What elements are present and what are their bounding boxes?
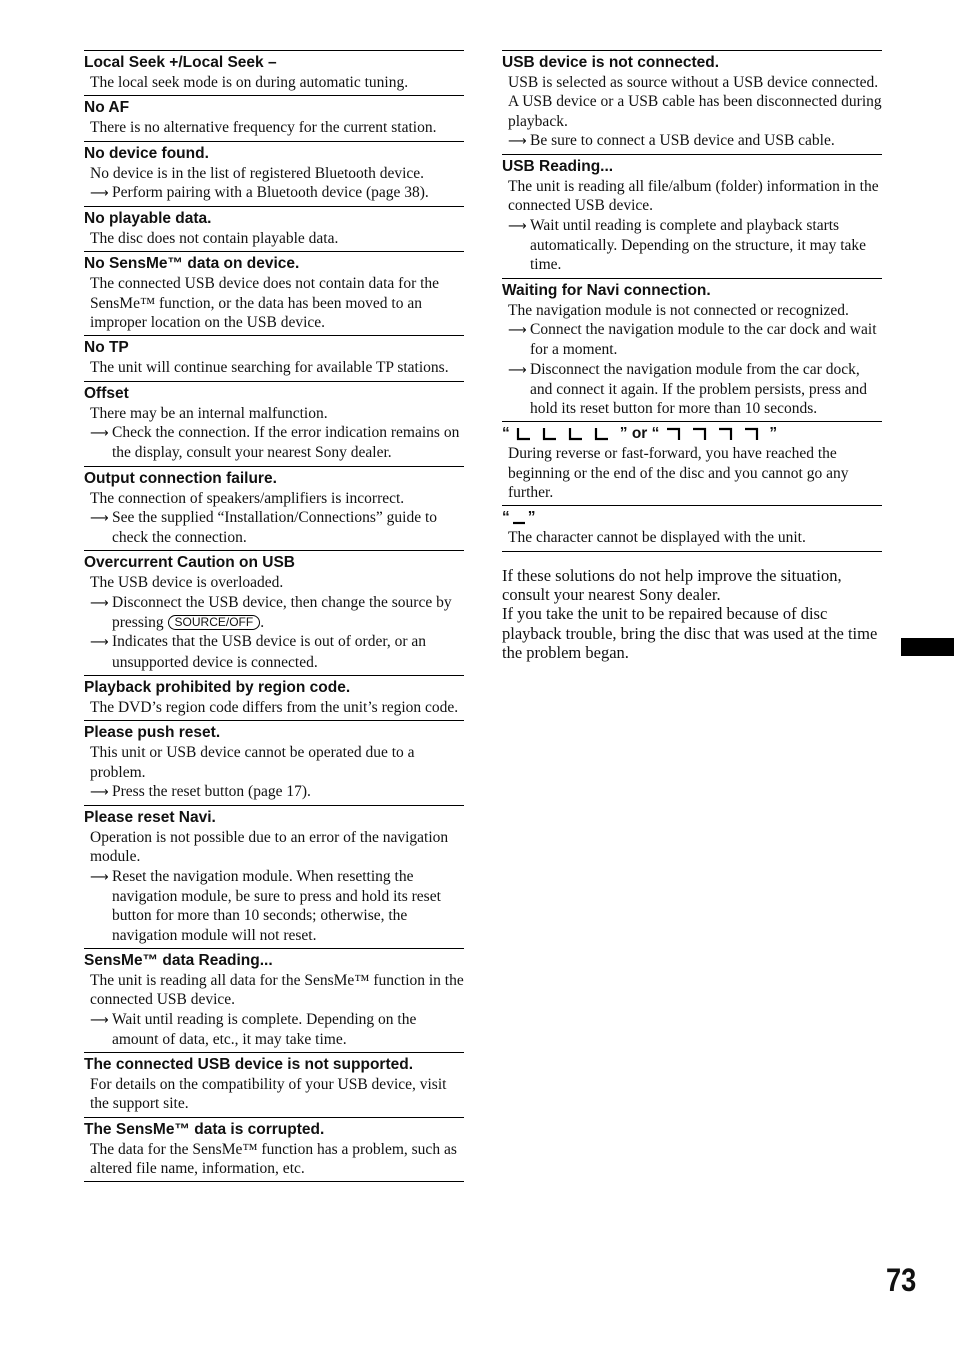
- entry-overcurrent-caution: [84, 550, 464, 674]
- entry-no-playable-data: [84, 206, 464, 251]
- entry-no-af: [84, 95, 464, 140]
- entry-action: ⟶ Wait until reading is complete. Depending on the amount of data, etc., it may take time.: [90, 1010, 417, 1048]
- entry-playback-prohibited: [84, 675, 464, 720]
- segment-top-corners-icon: [664, 427, 764, 441]
- entry-action: ⟶ Perform pairing with a Bluetooth device (page 38).: [84, 183, 464, 203]
- entry-title: Local Seek +/Local Seek –: [84, 54, 277, 71]
- entry-usb-reading: [502, 154, 882, 277]
- arrow-right-icon: ⟶: [90, 784, 109, 800]
- arrow-right-icon: ⟶: [508, 133, 527, 149]
- entry-title: No SensMe™ data on device.: [84, 255, 300, 273]
- source-off-button-label: SOURCE/OFF: [168, 615, 261, 630]
- entry-description: The unit is reading all file/album (folder) information in the connected USB device.: [508, 178, 879, 215]
- entry-description: The local seek mode is on during automatic tuning.: [90, 74, 409, 91]
- entry-description: The DVD’s region code differs from the unit’s region code.: [90, 698, 459, 716]
- closing-paragraph: If you take the unit to be repaired because of disc playback trouble, bring the disc that was used at the time the problem began.: [502, 604, 878, 663]
- entry-title: The SensMe™ data is corrupted.: [84, 1120, 325, 1138]
- entry-no-sensme-data: [84, 251, 464, 335]
- entry-title: Offset: [84, 384, 129, 402]
- entry-description: This unit or USB device cannot be operated due to a problem.: [90, 744, 415, 781]
- arrow-right-icon: ⟶: [90, 1012, 109, 1028]
- entry-action: ⟶ Connect the navigation module to the car dock and wait for a moment.: [508, 320, 877, 359]
- entry-description: For details on the compatibility of your USB device, visit the support site.: [90, 1076, 447, 1113]
- entry-action: ⟶ Check the connection. If the error indication remains on the display, consult your nearest Sony dealer.: [90, 423, 460, 462]
- entry-description: The disc does not contain playable data.: [90, 230, 339, 248]
- entry-description: The character cannot be displayed with the unit.: [508, 529, 806, 547]
- entry-action: ⟶ Disconnect the navigation module from the car dock, and connect it again. If the problem persists, press and hold its reset button for more than 10 seconds.: [508, 360, 868, 418]
- entry-title: USB device is not connected.: [502, 54, 720, 71]
- entry-usb-not-connected: [502, 50, 882, 154]
- entry-title: Please reset Navi.: [84, 809, 216, 827]
- left-column: [84, 50, 464, 1182]
- entry-title: Playback prohibited by region code.: [84, 678, 351, 696]
- entry-title: The connected USB device is not supported.: [84, 1056, 413, 1074]
- arrow-right-icon: ⟶: [508, 322, 527, 338]
- entry-description: The data for the SensMe™ function has a problem, such as altered file name, information, etc.: [90, 1140, 457, 1177]
- segment-underscore-icon: [512, 511, 526, 525]
- entry-description: No device is in the list of registered Bluetooth device.: [90, 164, 425, 182]
- entry-action: ⟶ Indicates that the USB device is out of order, or an unsupported device is connected.: [90, 633, 427, 671]
- entry-action: ⟶ Press the reset button (page 17).: [84, 782, 464, 802]
- entry-title: “ ”: [502, 509, 536, 527]
- entry-title: No device found.: [84, 144, 209, 162]
- entry-no-tp: [84, 335, 464, 380]
- entry-description: During reverse or fast-forward, you have reached the beginning or the end of the disc and you cannot go any further.: [508, 445, 849, 502]
- page-number: 73: [886, 1262, 917, 1298]
- arrow-right-icon: ⟶: [508, 362, 527, 378]
- entry-underscore-character: [502, 505, 882, 551]
- entry-description: There is no alternative frequency for the current station.: [90, 119, 437, 137]
- segment-bottom-corners-icon: [515, 427, 615, 441]
- entry-description: The connected USB device does not contain data for the SensMe™ function, or the data has been moved to an improper location on the USB device.: [90, 275, 440, 332]
- entry-title: SensMe™ data Reading...: [84, 951, 273, 969]
- entry-action: ⟶ Be sure to connect a USB device and USB cable.: [502, 131, 882, 151]
- entry-offset: [84, 381, 464, 466]
- entry-action: ⟶ See the supplied “Installation/Connections” guide to check the connection.: [90, 508, 438, 547]
- entry-title: Overcurrent Caution on USB: [84, 554, 295, 572]
- entry-description: The unit will continue searching for available TP stations.: [90, 359, 449, 377]
- entry-title: USB Reading...: [502, 158, 614, 176]
- entry-usb-not-supported: [84, 1052, 464, 1117]
- arrow-right-icon: ⟶: [90, 510, 109, 526]
- entry-title: “ ” or “ ”: [502, 425, 778, 443]
- arrow-right-icon: ⟶: [90, 635, 109, 651]
- entry-title: Please push reset.: [84, 724, 221, 742]
- right-column: [502, 50, 882, 663]
- entry-no-device-found: [84, 141, 464, 207]
- entry-description: The unit is reading all data for the SensMe™ function in the connected USB device.: [90, 971, 464, 1009]
- entry-title: No AF: [84, 99, 130, 117]
- entry-output-connection-failure: [84, 466, 464, 551]
- entry-description: There may be an internal malfunction.: [90, 404, 328, 422]
- arrow-right-icon: ⟶: [90, 869, 109, 885]
- section-tab-marker: [901, 638, 954, 656]
- arrow-right-icon: ⟶: [90, 595, 109, 611]
- entry-action: ⟶ Reset the navigation module. When resetting the navigation module, be sure to press and hold its reset button for more than 10 seconds; otherwise, the navigation module will not reset.: [90, 867, 441, 944]
- entry-description: The connection of speakers/amplifiers is incorrect.: [90, 489, 405, 507]
- entry-description: Operation is not possible due to an error of the navigation module.: [90, 829, 449, 866]
- entry-title: Waiting for Navi connection.: [502, 281, 711, 299]
- entry-description: The navigation module is not connected or recognized.: [508, 301, 849, 319]
- entry-title: Output connection failure.: [84, 469, 277, 487]
- entry-action: ⟶ Wait until reading is complete and playback starts automatically. Depending on the structure, it may take time.: [508, 216, 867, 274]
- entry-waiting-for-navi: [502, 278, 882, 422]
- entry-title: No TP: [84, 339, 129, 357]
- entry-description: The USB device is overloaded.: [90, 574, 284, 592]
- arrow-right-icon: ⟶: [90, 185, 109, 201]
- entry-action: ⟶ Disconnect the USB device, then change the source by pressing SOURCE/OFF .: [90, 593, 452, 632]
- entry-sensme-data-corrupted: [84, 1117, 464, 1183]
- entry-title: No playable data.: [84, 210, 212, 228]
- entry-description: USB is selected as source without a USB device connected. A USB device or a USB cable has been disconnected during playback.: [508, 74, 882, 130]
- entry-please-reset-navi: [84, 805, 464, 948]
- entry-sensme-data-reading: [84, 948, 464, 1052]
- entry-local-seek: [84, 50, 464, 95]
- entry-please-push-reset: [84, 720, 464, 805]
- arrow-right-icon: ⟶: [90, 425, 109, 441]
- entry-disc-boundary-segments: [502, 421, 882, 505]
- closing-paragraph: If these solutions do not help improve the situation, consult your nearest Sony dealer.: [502, 565, 842, 605]
- arrow-right-icon: ⟶: [508, 218, 527, 234]
